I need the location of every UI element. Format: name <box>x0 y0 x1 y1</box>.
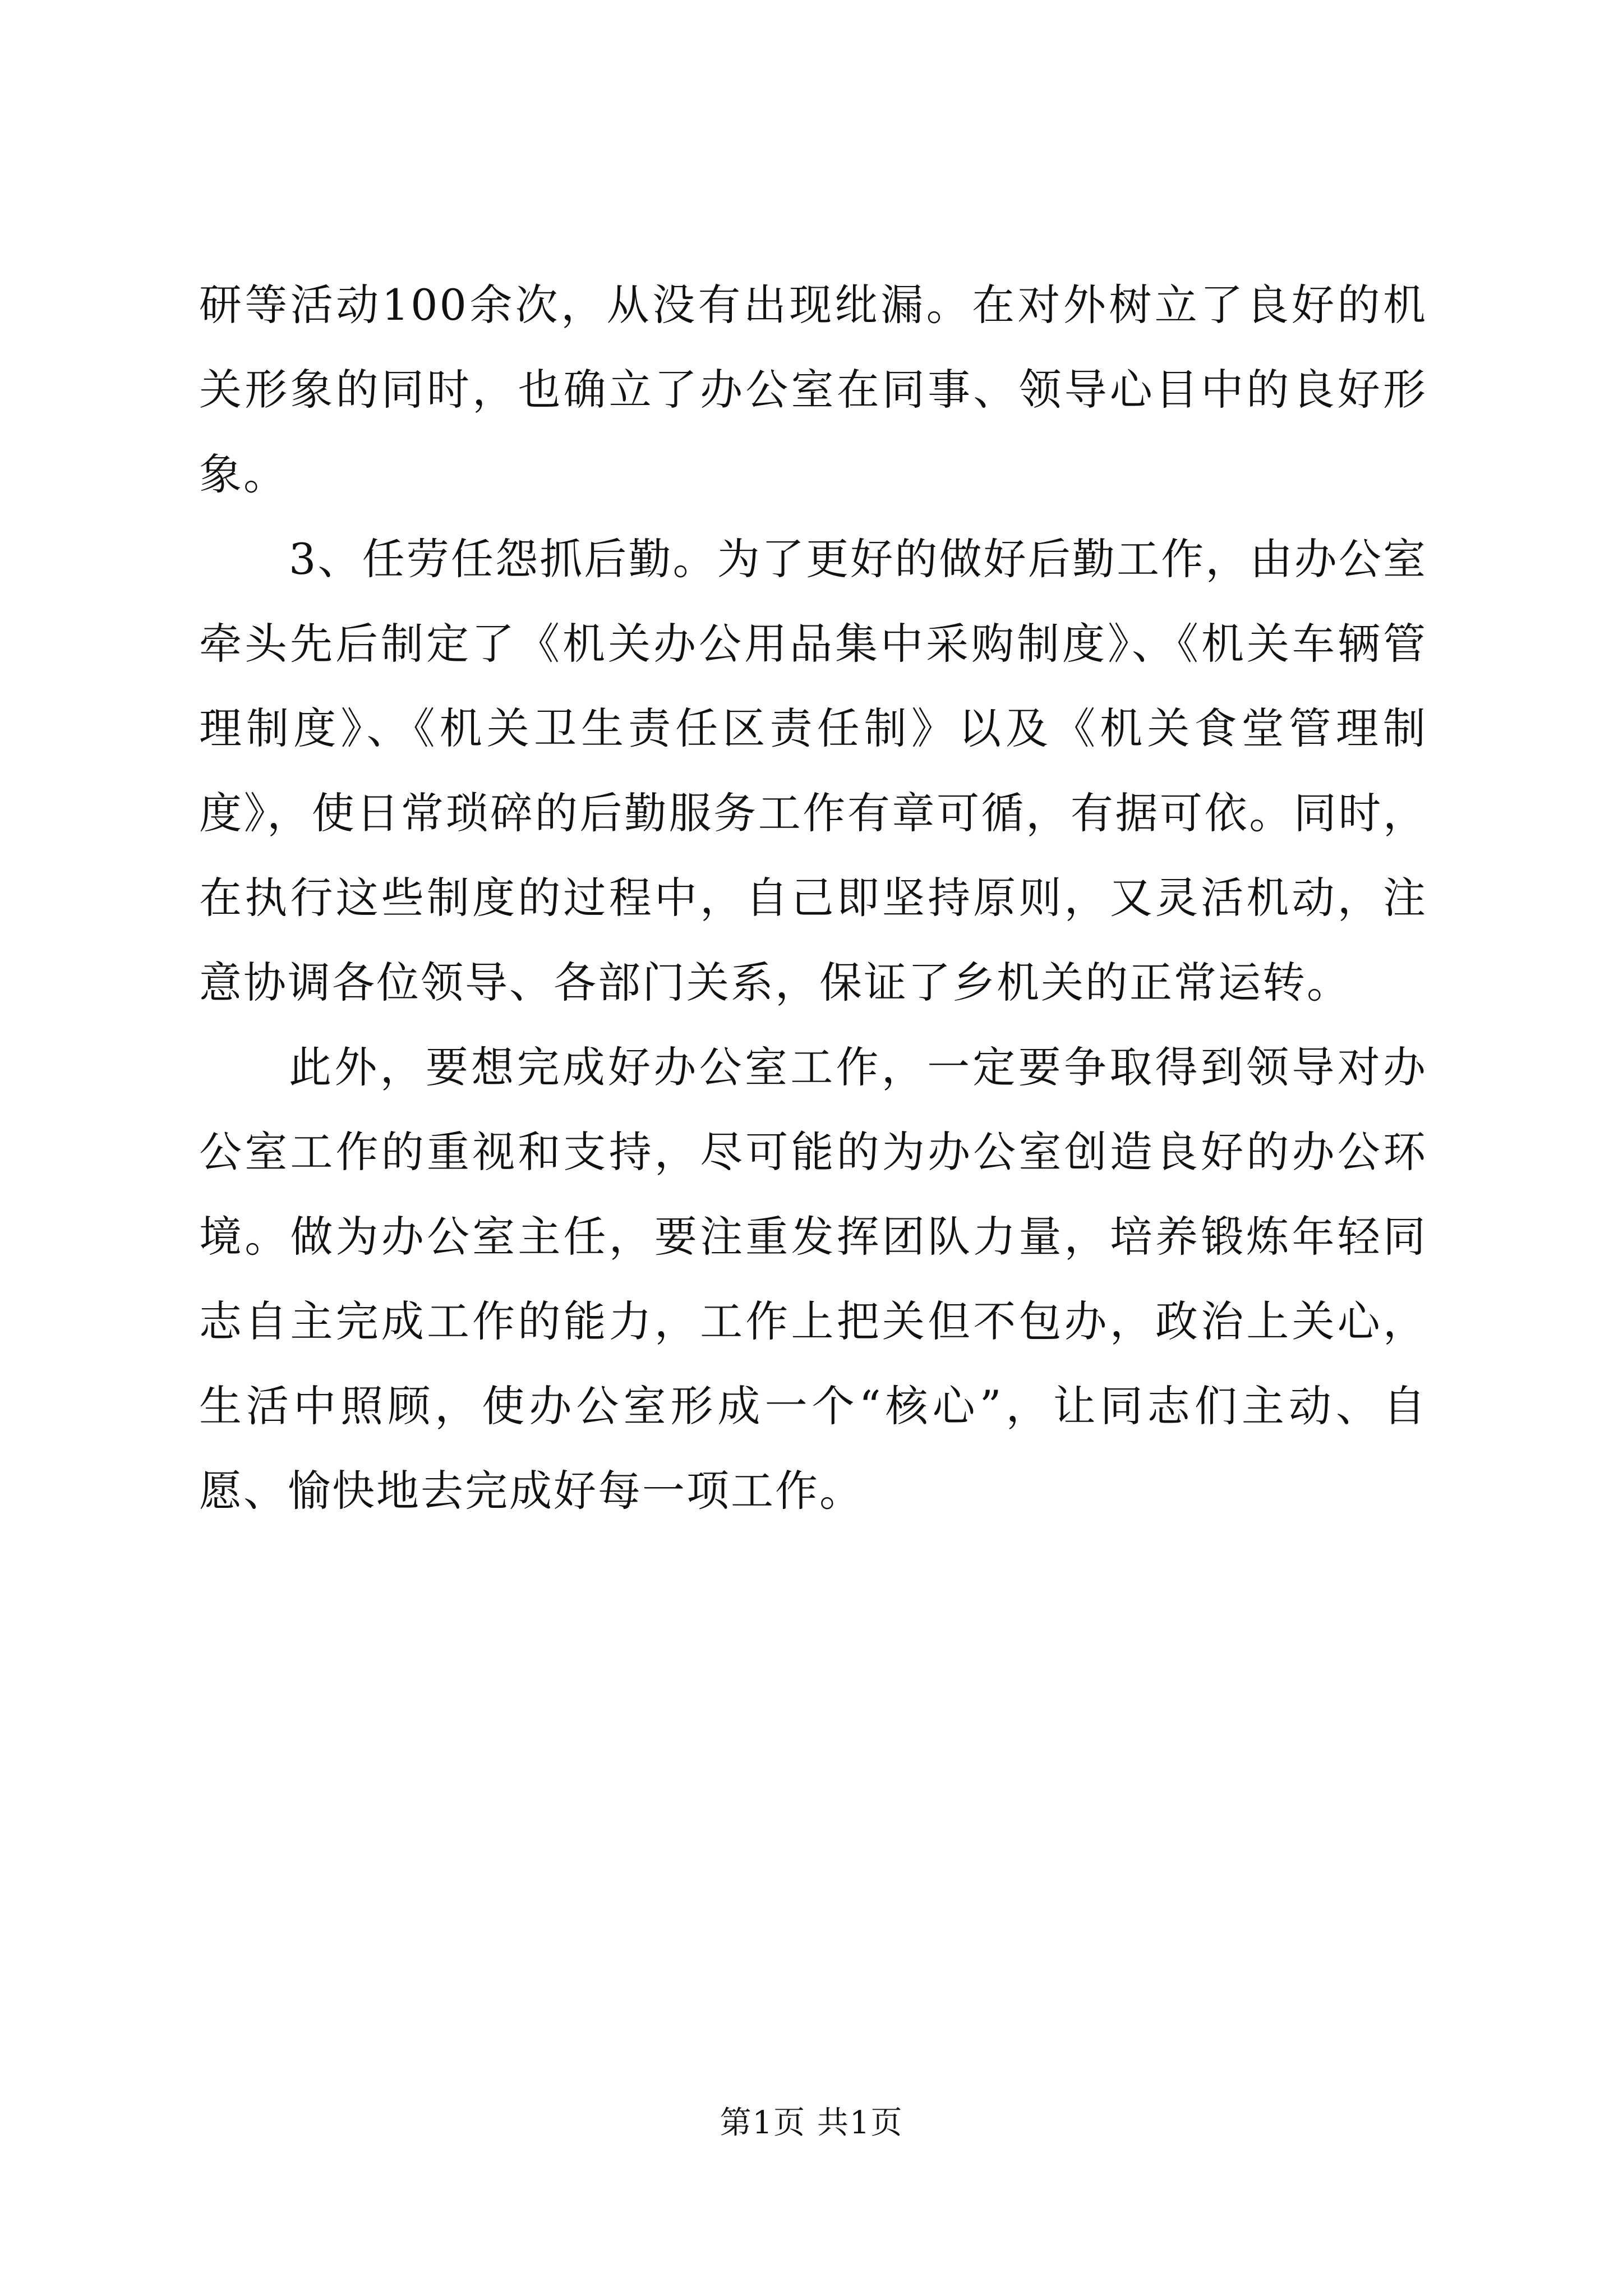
paragraph-continuation: 研等活动100余次，从没有出现纰漏。在对外树立了良好的机关形象的同时，也确立了办公室在同事、领导心目中的良好形象。 <box>199 280 1427 499</box>
document-body <box>199 263 1427 1533</box>
page-number-footer: 第1页 共1页 <box>720 2105 903 2141</box>
paragraph-logistics: 3、任劳任怨抓后勤。为了更好的做好后勤工作，由办公室牵头先后制定了《机关办公用品集中采购制度》、《机关车辆管理制度》、《机关卫生责任区责任制》以及《机关食堂管理制度》，使日常琐碎的后勤服务工作有章可循，有据可依。同时，在执行这些制度的过程中，自己即坚持原则，又灵活机动，注意协调各位领导、各部门关系，保证了乡机关的正常运转。 <box>199 534 1427 1007</box>
paragraph-conclusion: 此外，要想完成好办公室工作，一定要争取得到领导对办公室工作的重视和支持，尽可能的为办公室创造良好的办公环境。做为办公室主任，要注重发挥团队力量，培养锻炼年轻同志自主完成工作的能力，工作上把关但不包办，政治上关心，生活中照顾，使办公室形成一个“核心”，让同志们主动、自愿、愉快地去完成好每一项工作。 <box>199 1042 1427 1516</box>
